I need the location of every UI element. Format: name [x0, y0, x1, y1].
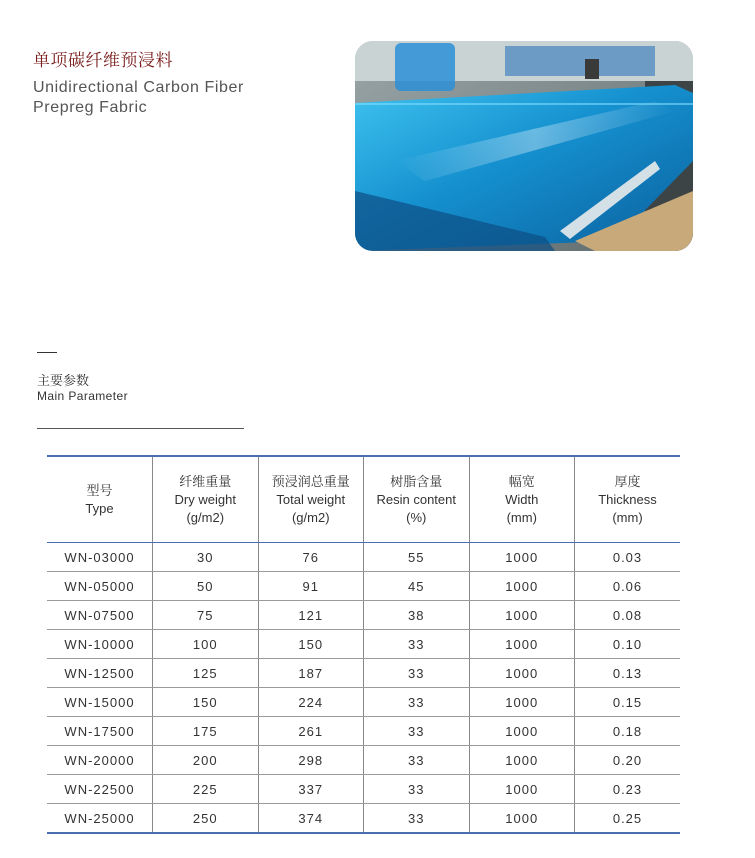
table-row	[47, 746, 680, 775]
cell-resin-content: 33	[364, 804, 470, 834]
column-header-cn: 型号	[86, 482, 113, 498]
cell-thickness: 0.06	[575, 572, 681, 601]
section-title-en: Main Parameter	[37, 389, 128, 403]
table-body	[47, 543, 680, 834]
blue-tank	[395, 43, 455, 91]
cell-total-weight: 121	[258, 601, 364, 630]
cell-width: 1000	[469, 543, 575, 572]
cell-type: WN-10000	[47, 630, 153, 659]
cell-type: WN-03000	[47, 543, 153, 572]
cell-thickness: 0.03	[575, 543, 681, 572]
cell-total-weight: 337	[258, 775, 364, 804]
cell-type: WN-05000	[47, 572, 153, 601]
column-header-dry-weight	[153, 456, 259, 543]
cell-thickness: 0.23	[575, 775, 681, 804]
table-row	[47, 688, 680, 717]
cell-width: 1000	[469, 717, 575, 746]
cell-resin-content: 33	[364, 659, 470, 688]
cell-type: WN-20000	[47, 746, 153, 775]
cell-resin-content: 33	[364, 688, 470, 717]
cell-thickness: 0.25	[612, 810, 643, 826]
cell-total-weight: 298	[258, 746, 364, 775]
column-header-en: Type	[85, 500, 114, 516]
column-header-unit: (%)	[406, 509, 427, 525]
cell-total-weight: 374	[258, 804, 364, 834]
column-header-cn: 幅宽	[508, 473, 535, 489]
cell-width: 1000	[469, 601, 575, 630]
page-title-en	[33, 78, 244, 118]
column-header-en: Total weight	[276, 491, 346, 507]
cell-dry-weight: 150	[153, 688, 259, 717]
column-header-en: Width	[505, 491, 539, 507]
prepreg-production-illustration	[355, 41, 693, 251]
column-header-total-weight	[258, 456, 364, 543]
cell-dry-weight: 250	[153, 804, 259, 834]
cell-thickness: 0.13	[575, 659, 681, 688]
column-header-en: Resin content	[376, 491, 456, 507]
column-header-type	[47, 456, 153, 543]
section-dash	[37, 352, 57, 353]
cell-type: WN-22500	[47, 775, 153, 804]
cell-resin-content: 33	[364, 630, 470, 659]
column-header-cn: 树脂含量	[390, 473, 443, 489]
column-header-cn: 厚度	[614, 473, 641, 489]
page-title-en-line-2: Prepreg Fabric	[33, 99, 148, 116]
cell-dry-weight: 125	[153, 659, 259, 688]
cell-width: 1000	[469, 688, 575, 717]
cell-thickness: 0.20	[575, 746, 681, 775]
column-header-unit: (mm)	[506, 509, 537, 525]
cell-type: WN-25000	[47, 804, 153, 834]
cell-dry-weight: 100	[153, 630, 259, 659]
cell-type: WN-15000	[47, 688, 153, 717]
section-title-cn: 主要参数	[37, 373, 90, 388]
page-title-en-line-1: Unidirectional Carbon Fiber	[33, 79, 244, 96]
cell-total-weight: 150	[258, 630, 364, 659]
parameter-table	[47, 455, 680, 834]
table-row	[47, 630, 680, 659]
table-row	[47, 775, 680, 804]
cell-resin-content: 33	[364, 717, 470, 746]
cell-dry-weight: 75	[153, 601, 259, 630]
cell-dry-weight: 200	[153, 746, 259, 775]
table-row	[47, 572, 680, 601]
cell-thickness: 0.10	[575, 630, 681, 659]
cell-width: 1000	[469, 659, 575, 688]
cell-total-weight: 224	[258, 688, 364, 717]
cell-width: 1000	[469, 746, 575, 775]
product-photo	[355, 41, 693, 251]
cell-total-weight: 261	[258, 717, 364, 746]
cell-resin-content: 45	[364, 572, 470, 601]
cell-dry-weight: 50	[153, 572, 259, 601]
cell-width: 1000	[469, 804, 575, 834]
column-header-thickness	[575, 456, 681, 543]
column-header-cn: 预浸润总重量	[271, 473, 350, 489]
cell-thickness: 0.08	[575, 601, 681, 630]
cell-resin-content: 38	[364, 601, 470, 630]
cell-total-weight: 187	[258, 659, 364, 688]
column-header-en: Dry weight	[174, 491, 236, 507]
page-title-cn: 单项碳纤维预浸料	[33, 51, 173, 70]
table-row	[47, 659, 680, 688]
cell-type: WN-17500	[47, 717, 153, 746]
column-header-cn: 纤维重量	[179, 473, 232, 489]
cell-dry-weight: 225	[153, 775, 259, 804]
cell-dry-weight: 30	[153, 543, 259, 572]
cell-total-weight: 91	[258, 572, 364, 601]
table-row	[47, 543, 680, 572]
cell-type: WN-07500	[47, 601, 153, 630]
cell-width: 1000	[469, 572, 575, 601]
cell-dry-weight: 175	[153, 717, 259, 746]
section-divider	[37, 428, 244, 429]
cell-width: 1000	[469, 775, 575, 804]
cell-thickness: 0.15	[575, 688, 681, 717]
table-row	[47, 601, 680, 630]
cell-resin-content: 33	[364, 746, 470, 775]
table-row	[47, 717, 680, 746]
column-header-resin-content	[364, 456, 470, 543]
column-header-unit: (mm)	[612, 509, 643, 525]
cell-width: 1000	[469, 630, 575, 659]
column-header-width	[469, 456, 575, 543]
cell-resin-content: 33	[364, 775, 470, 804]
table-header-row	[47, 456, 680, 543]
cell-resin-content: 55	[364, 543, 470, 572]
column-header-unit: (g/m2)	[186, 509, 225, 525]
column-header-unit: (g/m2)	[291, 509, 330, 525]
cell-total-weight: 76	[258, 543, 364, 572]
table-row	[47, 804, 680, 834]
cell-type: WN-12500	[47, 659, 153, 688]
column-header-en: Thickness	[598, 491, 657, 507]
cell-thickness: 0.18	[575, 717, 681, 746]
